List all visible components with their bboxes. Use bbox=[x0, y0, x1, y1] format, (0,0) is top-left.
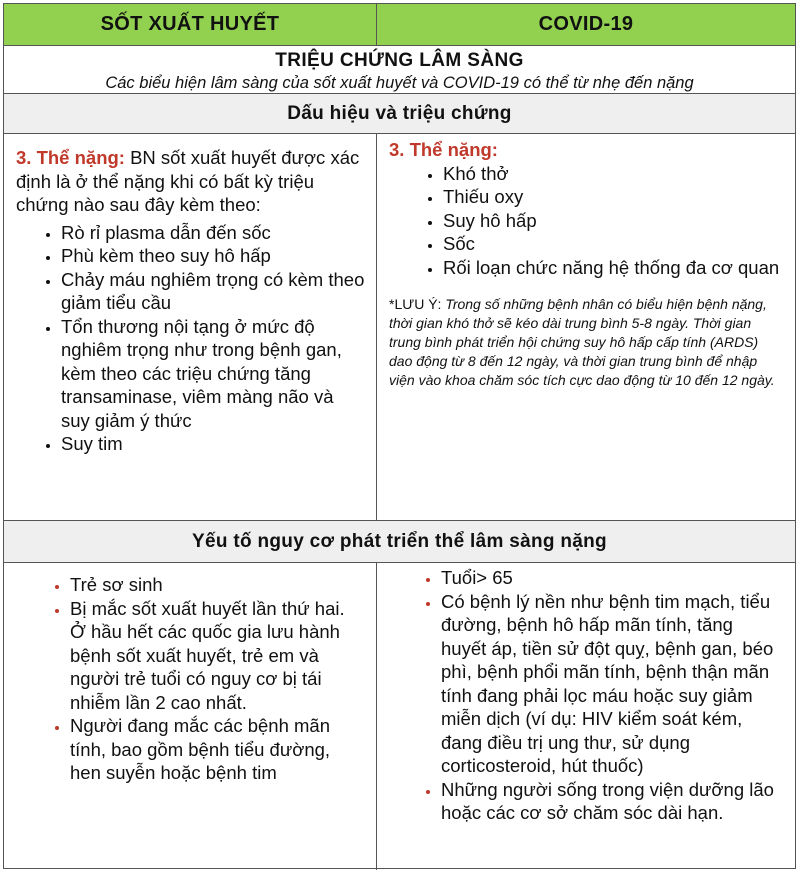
list-item: • Bị mắc sốt xuất huyết lần thứ hai. Ở hầu hết các quốc gia lưu hành bệnh sốt xuất huyết, trẻ em và người trẻ tuổi có nguy cơ bị tái nhiễm lần 2 cao nhất. bbox=[70, 597, 362, 715]
risk-dengue-cell bbox=[4, 563, 377, 870]
header-dengue: SỐT XUẤT HUYẾT bbox=[4, 4, 377, 45]
covid-note-text: Trong số những bệnh nhân có biểu hiện bệnh nặng, thời gian khó thở sẽ kéo dài trung bình 5-8 ngày. Thời gian trung bình phát triển hội chứng suy hô hấp cấp tính (ARDS) dao động từ 8 đến 12 ngày, và thời gian trung bình để nhập viện vào khoa chăm sóc tích cực dao động từ 10 đến 12 ngày. bbox=[389, 296, 775, 388]
risk-covid-cell bbox=[377, 563, 795, 870]
covid-note-label: *LƯU Ý: bbox=[389, 296, 442, 312]
table-header bbox=[4, 4, 795, 46]
covid-severe-list bbox=[389, 162, 781, 280]
list-item: • Thiếu oxy bbox=[443, 185, 781, 209]
dengue-severe-label: 3. Thể nặng: bbox=[16, 147, 125, 168]
dengue-risk-list bbox=[4, 573, 362, 785]
risk-heading: Yếu tố nguy cơ phát triển thể lâm sàng nặng bbox=[4, 521, 795, 563]
list-item: • Có bệnh lý nền như bệnh tim mạch, tiểu đường, bệnh hô hấp mãn tính, tăng huyết áp, tiền sử đột quỵ, bệnh gan, béo phì, bệnh phổi mãn tính, bệnh thận mãn tính đang phải lọc máu hoặc suy giảm miễn dịch (ví dụ: HIV kiểm soát kém, đang điều trị ung thư, sử dụng corticosteroid, hút thuốc) bbox=[441, 590, 781, 778]
list-item: • Khó thở bbox=[443, 162, 781, 186]
covid-note bbox=[389, 295, 781, 390]
list-item: • Trẻ sơ sinh bbox=[70, 573, 362, 597]
list-item: • Chảy máu nghiêm trọng có kèm theo giảm tiểu cầu bbox=[61, 268, 366, 315]
list-item: • Rò rỉ plasma dẫn đến sốc bbox=[61, 221, 366, 245]
signs-heading: Dấu hiệu và triệu chứng bbox=[4, 94, 795, 134]
list-item: • Tuổi> 65 bbox=[441, 566, 781, 590]
dengue-severe-list bbox=[16, 221, 366, 456]
list-item: • Tổn thương nội tạng ở mức độ nghiêm trọng như trong bệnh gan, kèm theo các triệu chứng tăng transaminase, viêm màng não và suy giảm ý thức bbox=[61, 315, 366, 433]
list-item: • Suy tim bbox=[61, 432, 366, 456]
covid-risk-list bbox=[377, 566, 781, 825]
comparison-table bbox=[3, 3, 796, 869]
risk-row bbox=[4, 563, 795, 870]
list-item: • Sốc bbox=[443, 232, 781, 256]
covid-severe-label: 3. Thể nặng: bbox=[389, 139, 498, 160]
dengue-severe-intro bbox=[16, 146, 366, 217]
clinical-title-row bbox=[4, 46, 795, 94]
list-item: • Người đang mắc các bệnh mãn tính, bao gồm bệnh tiểu đường, hen suyễn hoặc bệnh tim bbox=[70, 714, 362, 785]
list-item: • Suy hô hấp bbox=[443, 209, 781, 233]
dengue-severe-text: BN sốt xuất huyết được xác định là ở thể nặng khi có bất kỳ triệu chứng nào sau đây kèm theo: bbox=[16, 147, 360, 215]
list-item: • Rối loạn chức năng hệ thống đa cơ quan bbox=[443, 256, 781, 280]
list-item: • Phù kèm theo suy hô hấp bbox=[61, 244, 366, 268]
clinical-title: TRIỆU CHỨNG LÂM SÀNG bbox=[275, 50, 524, 71]
signs-covid-cell bbox=[377, 134, 795, 520]
signs-dengue-cell bbox=[4, 134, 377, 520]
clinical-subtitle: Các biểu hiện lâm sàng của sốt xuất huyết và COVID-19 có thể từ nhẹ đến nặng bbox=[105, 74, 694, 92]
header-covid: COVID-19 bbox=[538, 13, 634, 35]
signs-row bbox=[4, 134, 795, 521]
list-item: • Những người sống trong viện dưỡng lão hoặc các cơ sở chăm sóc dài hạn. bbox=[441, 778, 781, 825]
